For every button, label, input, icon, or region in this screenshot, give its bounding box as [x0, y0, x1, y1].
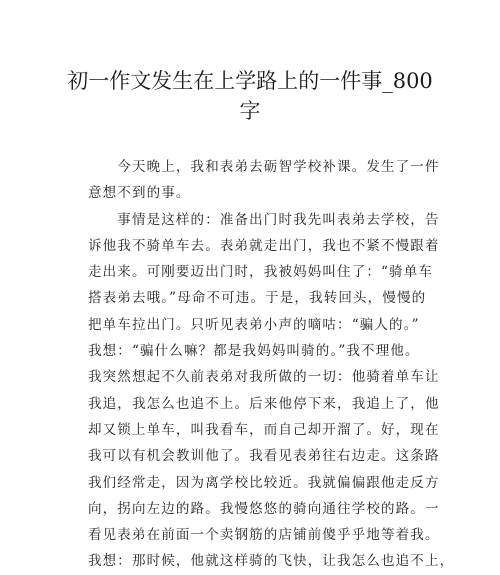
title-line: 字: [239, 99, 261, 123]
body-line: 我突然想起不久前表弟对我所做的一切：他骑着单车让: [88, 369, 440, 386]
body-line: 我可以有机会教训他了。我看见表弟往右边走。这条路: [88, 448, 440, 465]
body-line: 我追，我怎么也追不上。后来他停下来，我追上了，他: [88, 395, 440, 412]
body-line: 我们经常走，因为离学校比较近。我就偏偏跟他走反方: [88, 474, 440, 491]
body-line: 把单车拉出门。只听见表弟小声的嘀咕：“骗人的。”: [88, 316, 420, 333]
body-line: 走出来。可刚要迈出门时，我被妈妈叫住了：“骑单车: [88, 264, 434, 281]
body-line: 我想：那时候，他就这样骑的飞快，让我怎么也追不上，: [88, 553, 455, 570]
title-line: 初一作文发生在上学路上的一件事_800: [67, 69, 433, 93]
body-line: 事情是这样的：准备出门时我先叫表弟去学校，告: [88, 211, 440, 228]
document-body: [88, 154, 455, 575]
body-line: 今天晚上，我和表弟去砺智学校补课。发生了一件: [88, 159, 440, 175]
document-title: [60, 66, 440, 126]
body-line: 诉他我不骑单车去。表弟就走出门，我也不紧不慢跟着: [88, 237, 440, 254]
body-line: 却又锁上单车，叫我看车，而自己却开溜了。好，现在: [88, 421, 440, 438]
body-line: 搭表弟去哦。”母命不可违。于是，我转回头，慢慢的: [88, 290, 427, 307]
body-line: 我想：“骗什么嘛？都是我妈妈叫骑的。”我不理他。: [88, 343, 420, 360]
body-line: 看见表弟在前面一个卖钢筋的店铺前傻乎乎地等着我。: [88, 527, 440, 544]
body-line: 向，拐向左边的路。我慢悠悠的骑向通往学校的路。一: [88, 500, 440, 517]
body-line: 意想不到的事。: [88, 185, 191, 202]
